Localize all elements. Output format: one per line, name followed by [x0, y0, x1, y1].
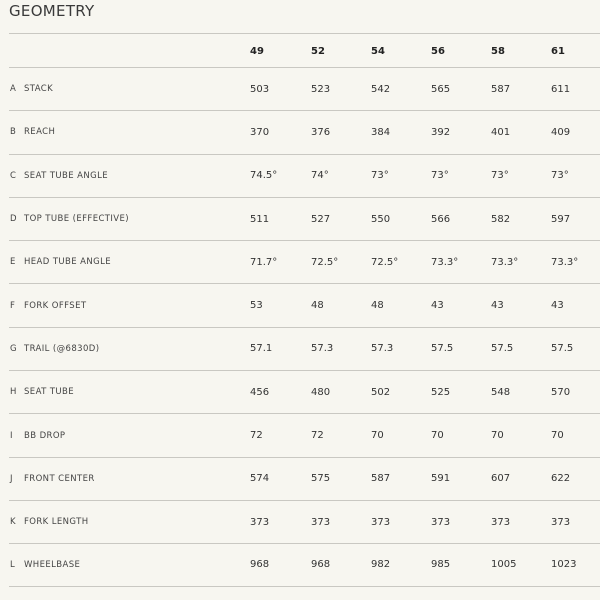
table-cell: 73.3° — [551, 256, 579, 268]
table-cell: 968 — [250, 559, 270, 571]
table-cell: 48 — [311, 300, 324, 312]
row-letter: C — [10, 170, 16, 181]
row-label: TOP TUBE (EFFECTIVE) — [24, 214, 129, 225]
table-cell: 373 — [491, 516, 511, 528]
table-cell: 73.3° — [431, 256, 459, 268]
table-cell: 622 — [551, 473, 571, 485]
row-letter: L — [10, 559, 15, 570]
row-label: SEAT TUBE ANGLE — [24, 170, 108, 181]
table-cell: 548 — [491, 386, 511, 398]
row-letter: D — [10, 214, 17, 225]
size-header: 56 — [431, 45, 445, 57]
row-letter: B — [10, 127, 16, 138]
row-letter: F — [10, 300, 15, 311]
row-letter: A — [10, 84, 16, 95]
table-cell: 582 — [491, 213, 511, 225]
table-cell: 370 — [250, 126, 270, 138]
table-cell: 373 — [431, 516, 451, 528]
row-letter: K — [10, 517, 16, 528]
row-letter: E — [10, 257, 16, 268]
table-cell: 72 — [311, 430, 324, 442]
table-row — [9, 500, 600, 543]
table-cell: 57.1 — [250, 343, 273, 355]
table-cell: 968 — [311, 559, 331, 571]
table-cell: 607 — [491, 473, 511, 485]
row-letter: G — [10, 343, 17, 354]
table-cell: 74.5° — [250, 170, 278, 182]
page-title: GEOMETRY — [9, 2, 95, 20]
table-cell: 72.5° — [371, 256, 399, 268]
table-cell: 72.5° — [311, 256, 339, 268]
table-cell: 1005 — [491, 559, 517, 571]
table-cell: 982 — [371, 559, 391, 571]
table-cell: 73° — [431, 170, 449, 182]
table-cell: 57.3 — [311, 343, 334, 355]
table-row — [9, 327, 600, 370]
table-row — [9, 67, 600, 110]
row-label: SEAT TUBE — [24, 387, 75, 398]
table-row — [9, 457, 600, 500]
row-label: FORK LENGTH — [24, 517, 89, 528]
table-row — [9, 370, 600, 413]
table-cell: 373 — [371, 516, 391, 528]
table-row — [9, 240, 600, 283]
table-cell: 72 — [250, 430, 263, 442]
table-cell: 575 — [311, 473, 331, 485]
table-cell: 43 — [491, 300, 504, 312]
table-cell: 70 — [431, 430, 444, 442]
table-cell: 456 — [250, 386, 270, 398]
table-cell: 523 — [311, 83, 331, 95]
row-label: FRONT CENTER — [24, 473, 95, 484]
row-label: HEAD TUBE ANGLE — [24, 257, 112, 268]
table-cell: 527 — [311, 213, 331, 225]
table-cell: 73° — [371, 170, 389, 182]
table-cell: 70 — [491, 430, 504, 442]
table-cell: 384 — [371, 126, 391, 138]
size-header: 49 — [250, 45, 264, 57]
table-cell: 574 — [250, 473, 270, 485]
table-cell: 73° — [491, 170, 509, 182]
table-cell: 392 — [431, 126, 451, 138]
table-cell: 480 — [311, 386, 331, 398]
table-cell: 1023 — [551, 559, 577, 571]
table-row — [9, 154, 600, 197]
table-cell: 74° — [311, 170, 329, 182]
table-cell: 542 — [371, 83, 391, 95]
table-cell: 550 — [371, 213, 391, 225]
row-label: REACH — [24, 127, 56, 138]
table-cell: 525 — [431, 386, 451, 398]
table-cell: 597 — [551, 213, 571, 225]
row-label: TRAIL (@6830D) — [24, 343, 100, 354]
table-cell: 57.5 — [491, 343, 514, 355]
table-cell: 57.5 — [431, 343, 454, 355]
table-cell: 566 — [431, 213, 451, 225]
row-label: BB DROP — [24, 430, 66, 441]
table-cell: 53 — [250, 300, 263, 312]
row-label: FORK OFFSET — [24, 300, 87, 311]
size-header: 58 — [491, 45, 505, 57]
table-cell: 511 — [250, 213, 270, 225]
size-header: 54 — [371, 45, 385, 57]
size-header: 61 — [551, 45, 565, 57]
table-cell: 373 — [551, 516, 571, 528]
table-cell: 71.7° — [250, 256, 278, 268]
table-cell: 43 — [551, 300, 564, 312]
row-label: WHEELBASE — [24, 559, 81, 570]
table-cell: 376 — [311, 126, 331, 138]
table-cell: 373 — [311, 516, 331, 528]
table-cell: 409 — [551, 126, 571, 138]
table-cell: 503 — [250, 83, 270, 95]
table-row — [9, 543, 600, 586]
table-cell: 985 — [431, 559, 451, 571]
table-cell: 373 — [250, 516, 270, 528]
table-cell: 57.5 — [551, 343, 574, 355]
table-cell: 502 — [371, 386, 391, 398]
table-cell: 591 — [431, 473, 451, 485]
table-cell: 587 — [491, 83, 511, 95]
table-row — [9, 197, 600, 240]
table-row — [9, 110, 600, 153]
row-letter: J — [10, 473, 13, 484]
size-header: 52 — [311, 45, 325, 57]
row-label: STACK — [24, 84, 54, 95]
table-cell: 611 — [551, 83, 571, 95]
row-letter: H — [10, 387, 17, 398]
table-cell: 70 — [371, 430, 384, 442]
table-cell: 73° — [551, 170, 569, 182]
table-row — [9, 283, 600, 326]
table-cell: 565 — [431, 83, 451, 95]
table-cell: 401 — [491, 126, 511, 138]
table-cell: 73.3° — [491, 256, 519, 268]
table-row — [9, 413, 600, 456]
table-header — [9, 33, 600, 68]
table-cell: 43 — [431, 300, 444, 312]
geometry-table — [9, 67, 600, 587]
table-cell: 57.3 — [371, 343, 394, 355]
table-cell: 70 — [551, 430, 564, 442]
row-letter: I — [10, 430, 13, 441]
table-cell: 570 — [551, 386, 571, 398]
table-cell: 587 — [371, 473, 391, 485]
table-cell: 48 — [371, 300, 384, 312]
